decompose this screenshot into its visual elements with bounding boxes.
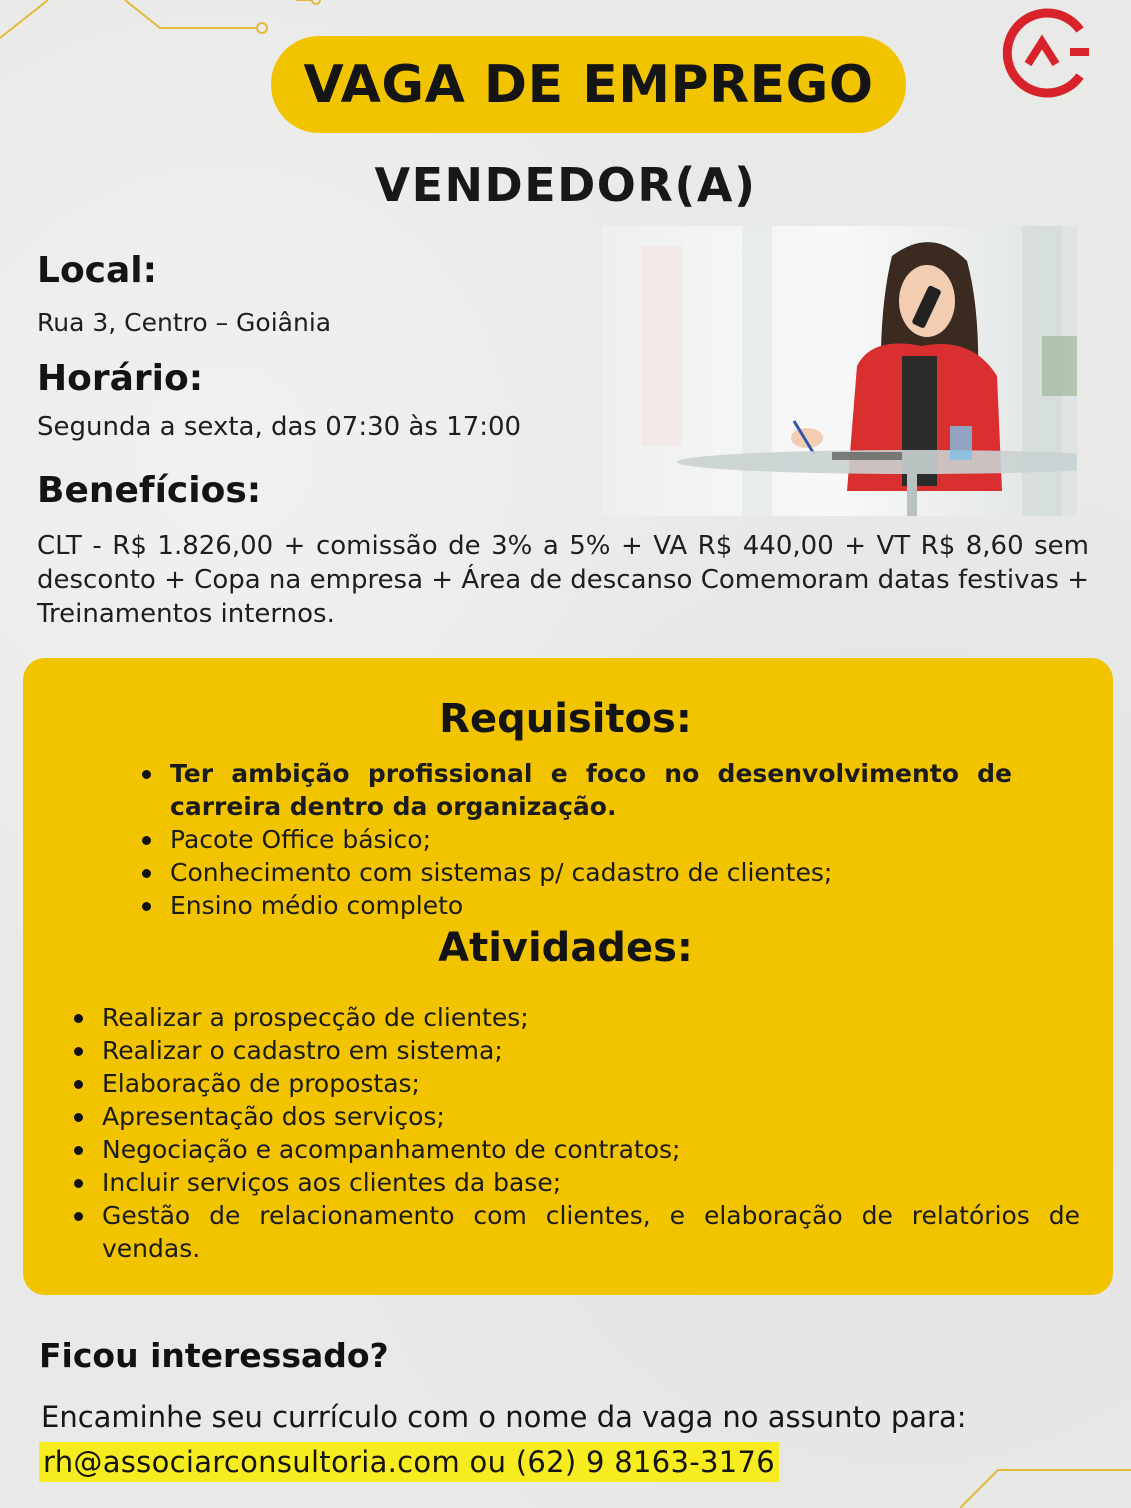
location-text: Rua 3, Centro – Goiânia (37, 308, 332, 337)
contact-info[interactable]: rh@associarconsultoria.com ou (62) 9 8163-3176 (39, 1442, 779, 1482)
schedule-text: Segunda a sexta, das 07:30 às 17:00 (37, 412, 522, 442)
list-item: Realizar a prospecção de clientes; (72, 1001, 1080, 1034)
associar-logo-icon (994, 8, 1094, 98)
activities-list (72, 1001, 1080, 1265)
schedule-heading: Horário: (37, 358, 204, 399)
requirements-heading: Requisitos: (439, 696, 692, 742)
cta-title: Ficou interessado? (39, 1336, 389, 1375)
list-item: Elaboração de propostas; (72, 1067, 1080, 1100)
list-item: Gestão de relacionamento com clientes, e elaboração de relatórios de vendas. (72, 1199, 1080, 1265)
job-title-banner (271, 36, 906, 133)
page-title: VAGA DE EMPREGO (303, 54, 874, 115)
list-item: Pacote Office básico; (140, 823, 1012, 856)
list-item: Conhecimento com sistemas p/ cadastro de clientes; (140, 856, 1012, 889)
benefits-text: CLT - R$ 1.826,00 + comissão de 3% a 5% + VA R$ 440,00 + VT R$ 8,60 sem desconto + Copa na empresa + Área de descanso Comemoram datas festivas + Treinamentos internos. (37, 531, 1089, 629)
list-item: Ensino médio completo (140, 889, 1012, 922)
requirements-list (140, 757, 1012, 922)
benefits-heading: Benefícios: (37, 470, 262, 511)
list-item: Ter ambição profissional e foco no desenvolvimento de carreira dentro da organização. (140, 757, 1012, 823)
location-heading: Local: (37, 250, 158, 291)
list-item: Apresentação dos serviços; (72, 1100, 1080, 1133)
saleswoman-on-phone-photo (602, 226, 1077, 516)
list-item: Negociação e acompanhamento de contratos; (72, 1133, 1080, 1166)
activities-heading: Atividades: (438, 925, 693, 971)
circuit-decoration-bottom-right (960, 1440, 1131, 1508)
list-item: Realizar o cadastro em sistema; (72, 1034, 1080, 1067)
list-item: Incluir serviços aos clientes da base; (72, 1166, 1080, 1199)
job-role: VENDEDOR(A) (374, 158, 757, 212)
cta-text: Encaminhe seu currículo com o nome da vaga no assunto para: (41, 1400, 967, 1434)
